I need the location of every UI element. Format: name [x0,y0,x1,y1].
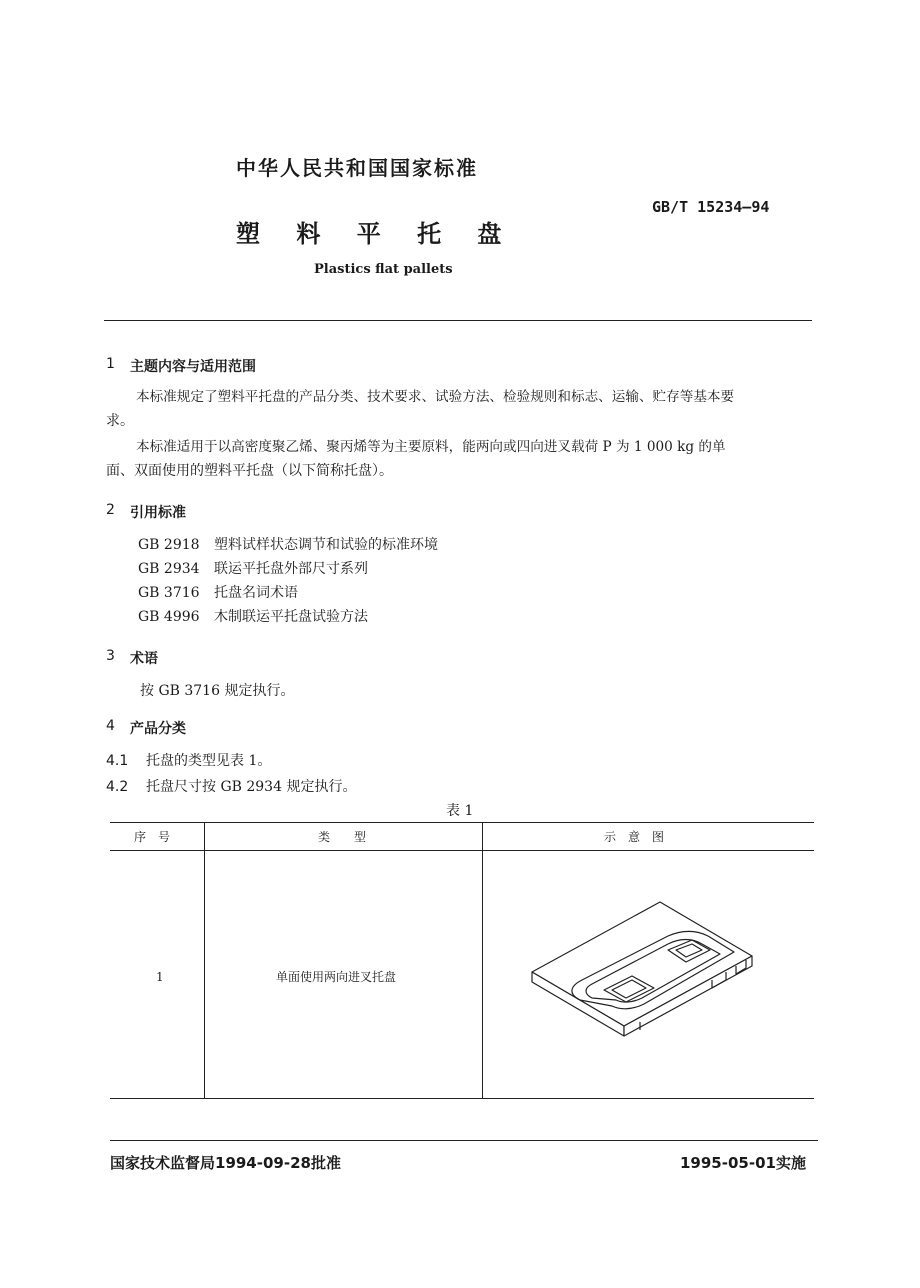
section-4-title: 产品分类 [130,721,186,737]
pallet-opening-2 [668,940,710,962]
doc-code: GB/T 15234—94 [652,198,770,216]
ref-code: GB 2934 [138,561,200,577]
pallet-top-face [532,902,752,1026]
clause-4-2-text: 托盘尺寸按 GB 2934 规定执行。 [146,779,357,795]
table-top-rule [110,822,814,823]
table-header-rule [110,850,814,851]
pallet-diagram [520,890,780,1040]
table-header-diagram: 示 意 图 [604,830,665,844]
pallet-frame [572,932,734,1009]
pallet-opening-1-inner [612,980,646,998]
ref-name: 联运平托盘外部尺寸系列 [214,561,368,577]
ref-code: GB 2918 [138,537,200,553]
table-caption: 表 1 [446,803,474,819]
pallet-right-face [624,956,752,1036]
section-2-title: 引用标准 [130,505,186,521]
effective-date: 1995-05-01实施 [680,1154,806,1172]
pallet-opening-2-inner [676,944,702,957]
footer-rule [110,1140,818,1141]
section-1-para2-line2: 面、双面使用的塑料平托盘（以下简称托盘）。 [106,463,393,479]
header-rule [104,320,812,321]
section-1-para1-line2: 求。 [106,413,134,429]
section-3-title: 术语 [130,651,158,667]
table-header-no: 序 号 [134,830,171,844]
section-3-number: 3 [106,648,115,664]
section-1-para1-line1: 本标准规定了塑料平托盘的产品分类、技术要求、试验方法、检验规则和标志、运输、贮存等基本要 [136,389,735,405]
doc-title-en: Plastics flat pallets [314,262,453,277]
org-title: 中华人民共和国国家标准 [236,156,478,180]
table-row-no: 1 [156,970,164,984]
section-1-para2-line1: 本标准适用于以高密度聚乙烯、聚丙烯等为主要原料，能两向或四向进叉载荷 P 为 1 000 kg 的单 [136,439,726,455]
approval-date: 国家技术监督局1994-09-28批准 [110,1154,341,1172]
pallet-opening-1 [604,976,654,1002]
section-4-number: 4 [106,718,115,734]
table-col-divider-2 [482,823,483,1098]
table-col-divider-1 [204,823,205,1098]
clause-4-1-number: 4.1 [106,753,129,769]
ref-code: GB 3716 [138,585,200,601]
ref-name: 托盘名词术语 [214,585,298,601]
table-row-type: 单面使用两向进叉托盘 [276,970,397,984]
section-1-number: 1 [106,356,115,372]
ref-name: 木制联运平托盘试验方法 [214,609,368,625]
ref-name: 塑料试样状态调节和试验的标准环境 [214,537,438,553]
ref-code: GB 4996 [138,609,200,625]
clause-4-2-number: 4.2 [106,779,129,795]
section-2-number: 2 [106,502,115,518]
section-3-text: 按 GB 3716 规定执行。 [140,683,295,699]
section-1-title: 主题内容与适用范围 [130,359,256,375]
table-header-type: 类 型 [318,830,367,844]
clause-4-1-text: 托盘的类型见表 1。 [146,753,272,769]
doc-title-cn: 塑 料 平 托 盘 [236,220,502,248]
table-bottom-rule [110,1098,814,1099]
